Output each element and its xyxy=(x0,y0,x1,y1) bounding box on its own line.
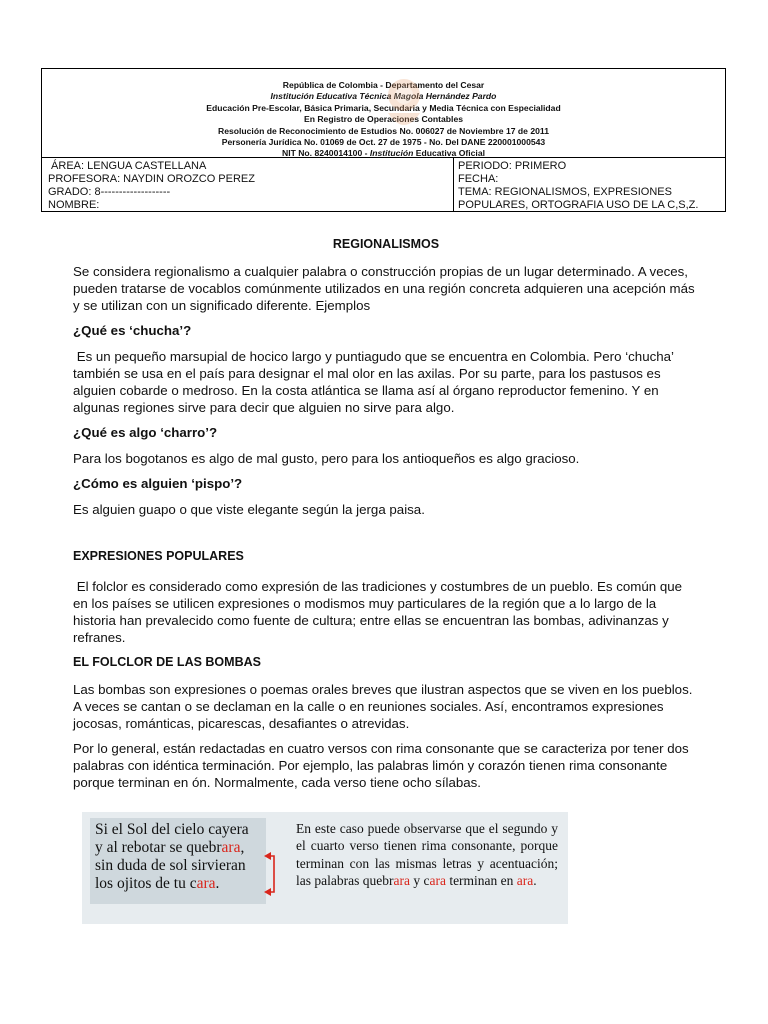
header-line-1: República de Colombia - Departamento del Cesar xyxy=(282,80,485,90)
answer-pispo: Es alguien guapo o que viste elegante según la jerga paisa. xyxy=(73,502,425,517)
student-info xyxy=(42,158,454,212)
header-line-6: Personería Jurídica No. 01069 de Oct. 27 de 1975 - No. Del DANE 220001000543 xyxy=(221,137,546,148)
header-table xyxy=(41,68,726,212)
header-line-4: En Registro de Operaciones Contables xyxy=(303,114,464,125)
area-field: ÁREA: LENGUA CASTELLANA xyxy=(48,160,207,172)
header-line-3: Educación Pre-Escolar, Básica Primaria, Secundaria y Media Técnica con Especialidad xyxy=(206,102,561,113)
period-info xyxy=(454,158,725,212)
grade-field: GRADO: 8------------------- xyxy=(48,186,171,198)
intro-paragraph: Se considera regionalismo a cualquier palabra o construcción propias de un lugar determinado. A veces, pueden tratarse de vocablos comúnmente utilizados en una región concreta adquieren una acepción más y se utilizan con un significado diferente. Ejemplos xyxy=(73,264,695,313)
page-title: REGIONALISMOS xyxy=(332,237,440,251)
school-seal-icon xyxy=(378,73,430,137)
folclor-paragraph: El folclor es considerado como expresión de las tradiciones y costumbres de un pueblo. Es común que en los países se utilicen expresiones o modismos muy particulares de la región que a lo largo de la historia han prevalecido como fuente de cultura; entre ellas se encuentran las bombas, adivinanzas y refranes. xyxy=(73,579,686,645)
rhyme-arrow-icon xyxy=(82,812,282,924)
date-field: FECHA: xyxy=(458,173,499,185)
section-bombas: EL FOLCLOR DE LAS BOMBAS xyxy=(73,655,261,669)
bombas-paragraph: Las bombas son expresiones o poemas orales breves que ilustran aspectos que se viven en los pueblos. A veces se cantan o se declaman en la calle o en reuniones sociales. Así, encontramos expresiones jocosas, románticas, picarescas, desafiantes o atrevidas. xyxy=(73,682,693,731)
name-field: NOMBRE: xyxy=(48,199,100,211)
header-line-7: NIT No. 8240014100 - Institución Educativa Oficial xyxy=(281,148,485,159)
period-field: PERIODO: PRIMERO xyxy=(458,160,567,172)
question-charro: ¿Qué es algo ‘charro’? xyxy=(73,425,218,440)
topic-field-1: TEMA: REGIONALISMOS, EXPRESIONES xyxy=(458,186,672,198)
poem-verse-3: sin duda de sol sirvieran xyxy=(95,857,246,874)
header-line-2: Institución Educativa Técnica Magola Hernández Pardo xyxy=(270,91,497,102)
document-body xyxy=(73,236,699,799)
question-pispo: ¿Cómo es alguien ‘pispo’? xyxy=(73,476,243,491)
teacher-field: PROFESORA: NAYDIN OROZCO PEREZ xyxy=(48,173,255,185)
poem-verse-1: Si el Sol del cielo cayera xyxy=(95,821,249,838)
section-expresiones-populares: EXPRESIONES POPULARES xyxy=(73,549,244,563)
rhyme-example-figure xyxy=(82,812,568,924)
topic-field-2: POPULARES, ORTOGRAFIA USO DE LA C,S,Z. xyxy=(458,199,699,211)
poem-verse-2: y al rebotar se quebrara, xyxy=(95,839,245,856)
institution-header xyxy=(42,69,725,158)
answer-charro: Para los bogotanos es algo de mal gusto, pero para los antioqueños es algo gracioso. xyxy=(73,451,580,466)
question-chucha: ¿Qué es ‘chucha’? xyxy=(73,323,192,338)
rhyme-explanation: En este caso puede observarse que el segundo y el cuarto verso tienen rima consonante, porque terminan con las mismas letras y acentuación; las palabras quebrara y cara terminan en ara. xyxy=(296,821,558,889)
poem-verse-4: los ojitos de tu cara. xyxy=(95,875,220,892)
answer-chucha: Es un pequeño marsupial de hocico largo y puntiagudo que se encuentra en Colombia. Pero ‘chucha’ también se usa en el país para designar el mal olor en las axilas. Por su parte, para los pastusos es alguien cobarde o medroso. En la costa atlántica se llama así al órgano reproductor femenino. Y en algunas regiones sirve para decir que alguien no sirve para algo. xyxy=(73,349,678,415)
rima-paragraph: Por lo general, están redactadas en cuatro versos con rima consonante que se caracteriza por tener dos palabras con idéntica terminación. Por ejemplo, las palabras limón y corazón tienen rima consonante porque terminan en ón. Normalmente, cada verso tiene ocho sílabas. xyxy=(73,741,689,790)
header-line-5: Resolución de Reconocimiento de Estudios No. 006027 de Noviembre 17 de 2011 xyxy=(218,125,549,136)
